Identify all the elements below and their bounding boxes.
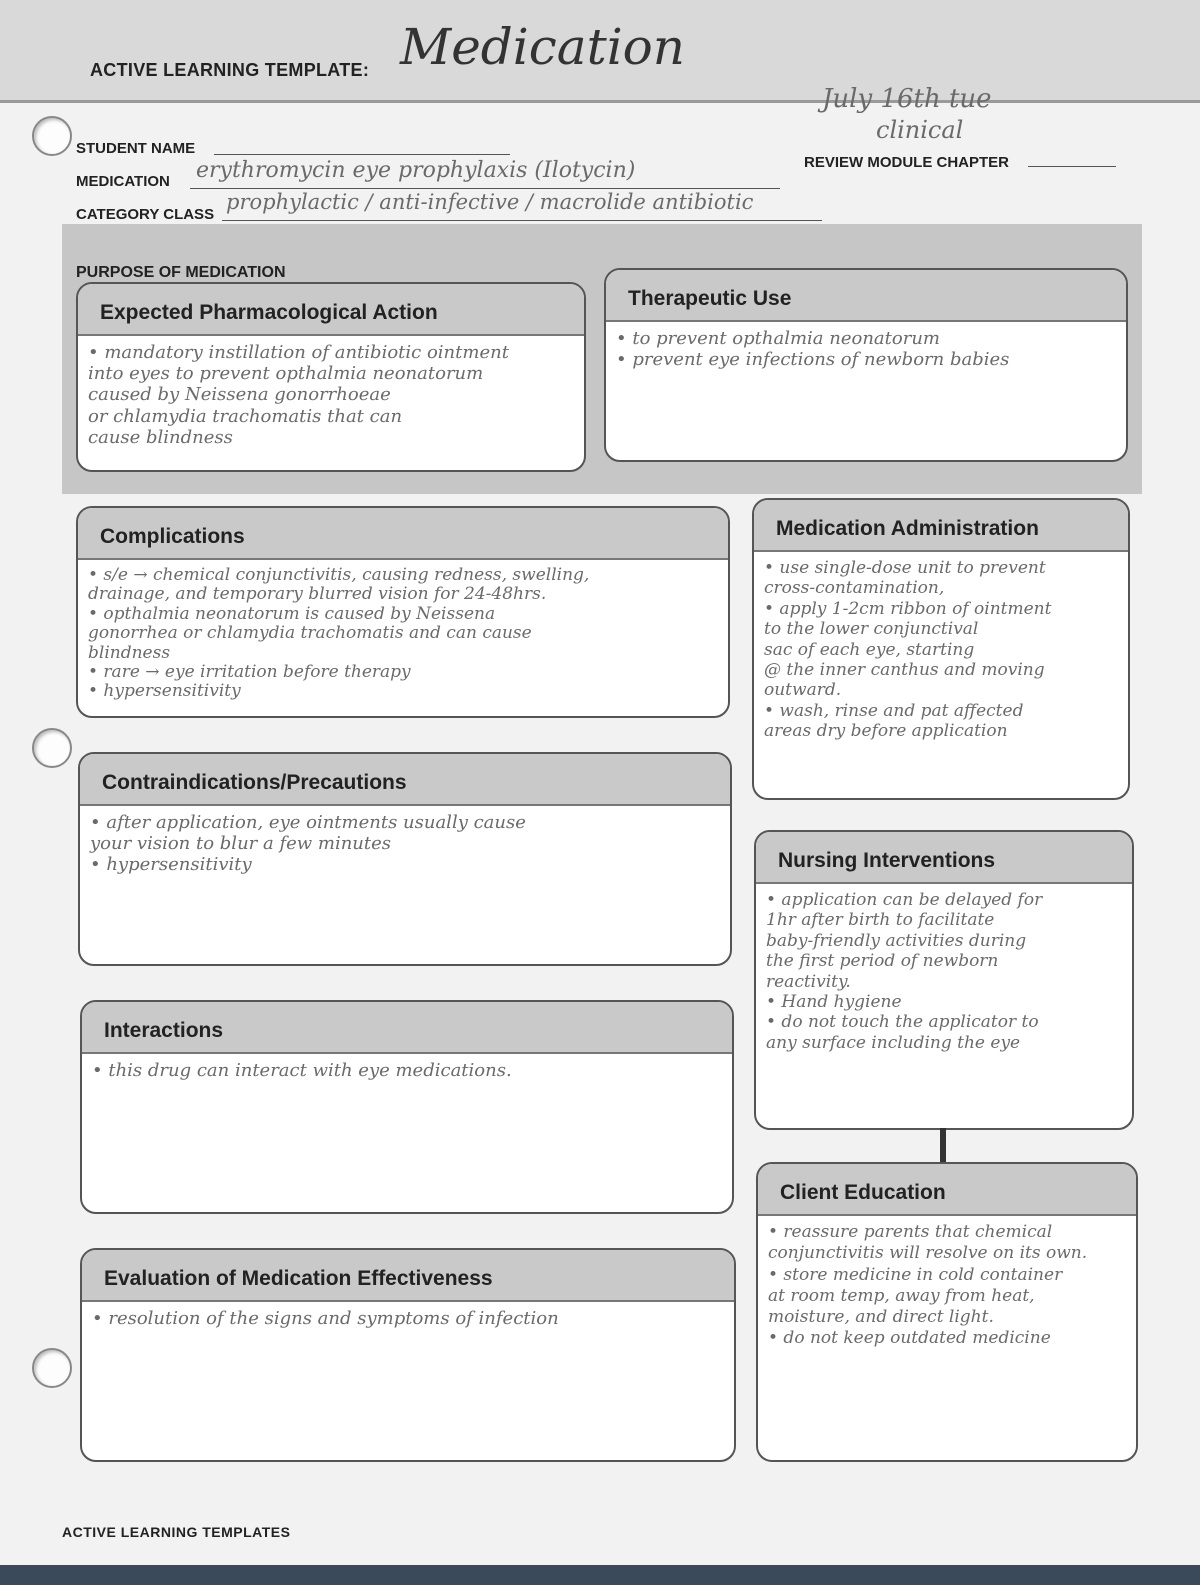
pharm-action-line: • mandatory instillation of antibiotic ointment [88,342,509,363]
binder-hole-top [32,116,72,156]
client-education-box [756,1162,1138,1462]
page-title: Medication [400,18,685,76]
med-admin-line: areas dry before application [764,721,1008,742]
med-admin-line: @ the inner canthus and moving [764,659,1045,680]
contraindications-line: • after application, eye ointments usually cause [90,812,526,833]
client-education-line: conjunctivitis will resolve on its own. [768,1243,1088,1264]
review-module-line[interactable] [1028,150,1116,167]
pharm-action-line: or chlamydia trachomatis that can [88,405,403,427]
pharm-action-box [76,282,586,472]
complications-line: drainage, and temporary blurred vision for 24-48hrs. [88,584,547,605]
pharm-action-title: Expected Pharmacological Action [78,284,584,336]
nursing-line: reactivity. [766,971,851,992]
template-label: ACTIVE LEARNING TEMPLATE: [90,60,370,80]
complications-line: • rare → eye irritation before therapy [88,661,411,682]
med-admin-line: to the lower conjunctival [764,619,979,640]
review-note-line2: clinical [876,116,964,144]
complications-body [78,560,728,702]
nursing-line: the first period of newborn [766,951,999,972]
interactions-box [80,1000,734,1214]
client-education-title: Client Education [758,1164,1136,1216]
client-education-line: • reassure parents that chemical [768,1222,1053,1242]
desk-edge [0,1565,1200,1585]
nursing-box [754,830,1134,1130]
student-name-label: STUDENT NAME [76,140,196,157]
nursing-line: • do not touch the applicator to [766,1012,1039,1033]
therapeutic-use-line: • to prevent opthalmia neonatorum [616,328,940,349]
complications-line: • opthalmia neonatorum is caused by Neissena [88,603,496,624]
complications-box [76,506,730,718]
med-admin-line: • use single-dose unit to prevent [764,558,1046,578]
review-module-label: REVIEW MODULE CHAPTER [804,154,1010,171]
binder-hole-middle [32,728,72,768]
review-note-line1: July 16th tue [822,84,992,114]
nursing-line: baby-friendly activities during [766,930,1027,951]
pharm-action-line: caused by Neissena gonorrhoeae [88,384,391,406]
complications-line: • s/e → chemical conjunctivitis, causing redness, swelling, [88,565,590,585]
nursing-body [756,884,1132,1053]
therapeutic-use-box [604,268,1128,462]
complications-line: gonorrhea or chlamydia trachomatis and can cause [88,623,532,644]
pharm-action-line: into eyes to prevent opthalmia neonatorum [88,363,484,385]
category-class-label: CATEGORY CLASS [76,206,215,223]
student-name-line[interactable] [214,138,510,155]
therapeutic-use-title: Therapeutic Use [606,270,1126,322]
binder-hole-bottom [32,1348,72,1388]
contraindications-line: • hypersensitivity [90,854,252,876]
contraindications-line: your vision to blur a few minutes [90,833,392,855]
complications-title: Complications [78,508,728,560]
client-education-line: • do not keep outdated medicine [768,1328,1051,1349]
interactions-line: • this drug can interact with eye medications. [92,1060,512,1081]
therapeutic-use-line: • prevent eye infections of newborn babies [616,349,1010,371]
med-admin-line: • apply 1-2cm ribbon of ointment [764,598,1052,619]
contraindications-title: Contraindications/Precautions [80,754,730,806]
med-admin-line: outward. [764,680,842,701]
nursing-line: • application can be delayed for [766,890,1043,910]
client-education-line: moisture, and direct light. [768,1307,994,1327]
therapeutic-use-body [606,322,1126,370]
med-admin-line: sac of each eye, starting [764,639,975,660]
contraindications-body [80,806,730,876]
pharm-action-body [78,336,584,448]
nursing-line: any surface including the eye [766,1032,1021,1053]
nursing-line: 1hr after birth to facilitate [766,910,995,931]
nursing-line: • Hand hygiene [766,991,902,1012]
contraindications-box [78,752,732,966]
client-education-body [758,1216,1136,1350]
purpose-title: PURPOSE OF MEDICATION [76,264,286,281]
nursing-title: Nursing Interventions [756,832,1132,884]
interactions-title: Interactions [82,1002,732,1054]
client-education-line: • store medicine in cold container [768,1264,1063,1285]
med-admin-line: cross-contamination, [764,578,945,599]
evaluation-line: • resolution of the signs and symptoms of infection [92,1308,559,1329]
pharm-action-line: cause blindness [88,426,233,448]
medication-value: erythromycin eye prophylaxis (Ilotycin) [196,158,636,183]
category-class-value: prophylactic / anti-infective / macrolide antibiotic [226,190,754,214]
complications-line: blindness [88,642,171,663]
med-admin-body [754,552,1128,742]
med-admin-title: Medication Administration [754,500,1128,552]
complications-line: • hypersensitivity [88,681,241,702]
evaluation-box [80,1248,736,1462]
med-admin-line: • wash, rinse and pat affected [764,700,1024,721]
client-education-line: at room temp, away from heat, [768,1285,1035,1306]
medication-label: MEDICATION [76,173,170,190]
evaluation-body [82,1302,734,1329]
med-admin-box [752,498,1130,800]
interactions-body [82,1054,732,1081]
evaluation-title: Evaluation of Medication Effectiveness [82,1250,734,1302]
nursing-to-education-connector [940,1128,946,1164]
footer-text: ACTIVE LEARNING TEMPLATES [62,1524,291,1540]
